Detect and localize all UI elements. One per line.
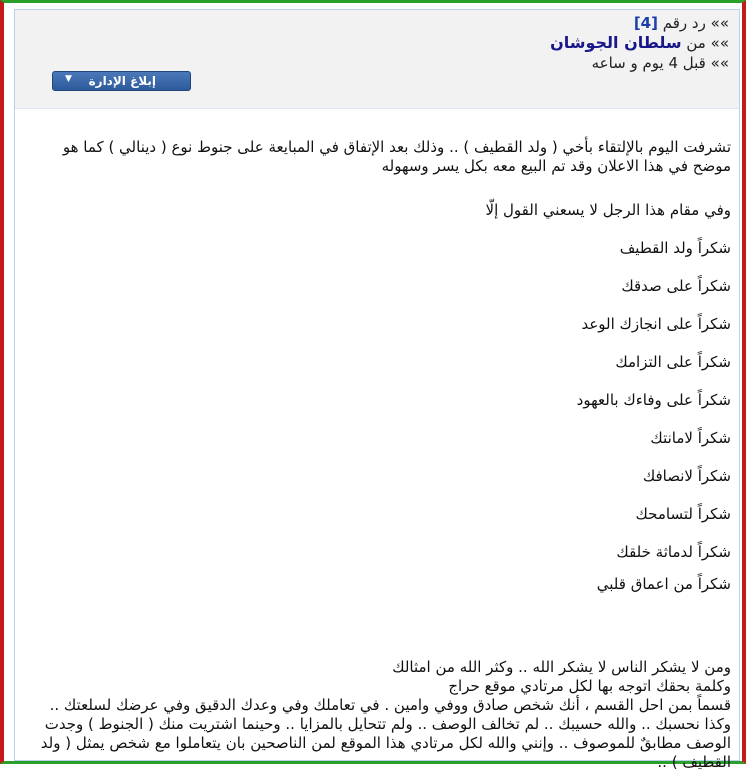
closing-paragraph: قسماً بمن احل القسم ، أنك شخص صادق ووفي وامين . في تعاملك وفي وعدك الدقيق وفي عرضك لسلعتك .. وكذا نحسبك .. والله حسيبك .. لم تخالف الوصف .. ولم تتحايل بالمزايا .. وحينما اشتريت منك ( الجنوط ) وجدت الوصف مطابقٌ للموصوف .. وإنني والله لكل مرتادي هذا الموقع لمن الناصحين بان يتعاملوا مع شخص يمثل ( ولد القطيف ) .. (40, 696, 731, 771)
arrow-icon: » (719, 54, 729, 72)
lead-paragraph: وفي مقام هذا الرجل لا يسعني القول إلّا (485, 201, 731, 219)
arrow-icon: » (719, 14, 729, 32)
post-container (14, 9, 740, 771)
time-line (592, 54, 729, 72)
reply-label: رد رقم (662, 14, 706, 32)
post-header (15, 10, 739, 109)
closing-line: ومن لا يشكر الناس لا يشكر الله .. وكثر الله من امثالك (392, 658, 731, 676)
reply-number-line (634, 14, 729, 32)
author-link[interactable]: سلطان الجوشان (550, 33, 682, 52)
thanks-line: شكراً على وفاءك بالعهود (576, 391, 731, 409)
closing-section (23, 658, 731, 772)
arrow-icon: » (710, 54, 720, 72)
thanks-line: شكراً لانصافك (642, 467, 731, 485)
thanks-line: شكراً على انجازك الوعد (581, 315, 731, 333)
thanks-line: شكراً على صدقك (621, 277, 731, 295)
post-time: قبل 4 يوم و ساعه (591, 54, 706, 72)
thanks-line: شكراً لتسامحك (635, 505, 731, 523)
thanks-line: شكراً من اعماق قلبي (596, 575, 731, 593)
arrow-icon: » (710, 14, 720, 32)
post-body (23, 138, 731, 771)
author-line (550, 34, 729, 52)
from-label: من (686, 34, 706, 52)
report-button-label: إبلاغ الإدارة (88, 74, 156, 88)
thanks-line: شكراً لدماثة خلقك (616, 543, 731, 561)
thanks-line: شكراً لامانتك (650, 429, 731, 447)
intro-paragraph: تشرفت اليوم بالإلتقاء بأخي ( ولد القطيف ) .. وذلك بعد الإتفاق في المبايعة على جنوط نوع ( دينالي ) كما هو موضح في هذا الاعلان وقد تم البيع معه بكل يسر وسهوله (62, 138, 731, 175)
closing-line: وكلمة بحقك اتوجه بها لكل مرتادي موقع حراج (448, 677, 731, 695)
report-admin-button[interactable] (52, 71, 191, 91)
thanks-line: شكراً ولد القطيف (619, 239, 731, 257)
reply-number[interactable]: [4] (633, 14, 658, 32)
dropdown-caret-icon: ▼ (65, 74, 72, 84)
arrow-icon: » (710, 34, 720, 52)
thanks-line: شكراً على التزامك (615, 353, 731, 371)
arrow-icon: » (719, 34, 729, 52)
